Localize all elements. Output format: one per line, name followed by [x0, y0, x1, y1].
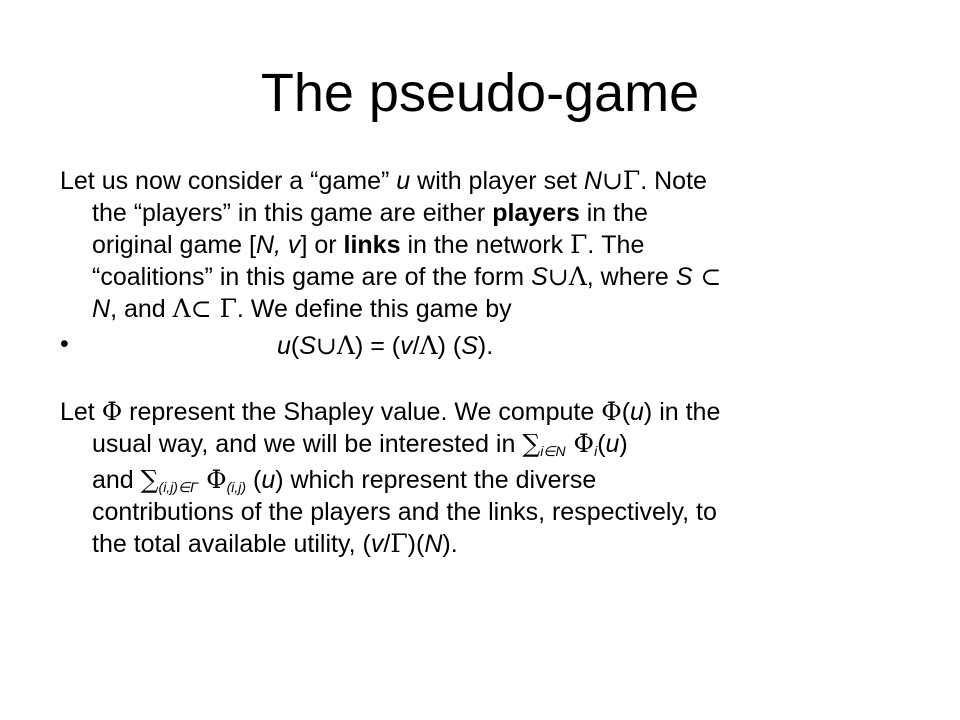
- text-run: . We define this game by: [236, 295, 512, 323]
- text-run: “coalitions” in this game are of the form: [92, 263, 532, 291]
- text-line: [60, 229, 920, 261]
- paragraph-shapley: [60, 396, 920, 460]
- text-run: N, v: [255, 231, 301, 259]
- text-run: u: [396, 167, 411, 195]
- text-run: ) in the: [643, 398, 721, 426]
- paragraph-contributions: [60, 464, 920, 560]
- text-run: in the network: [400, 231, 571, 259]
- math-symbol: ∪Λ: [315, 331, 355, 360]
- text-run: (: [290, 332, 300, 360]
- subscript: i: [594, 443, 598, 459]
- math-symbol: Λ: [419, 331, 438, 360]
- text-run: /: [383, 530, 391, 558]
- paragraph-spacer: [60, 362, 920, 394]
- text-run: Let us now consider a “game”: [60, 167, 397, 195]
- text-line: [60, 261, 920, 293]
- math-symbol: Φ: [565, 429, 595, 458]
- math-symbol: Λ⊂ Γ: [172, 294, 237, 323]
- text-run: ) (: [437, 332, 462, 360]
- text-run: in the: [579, 199, 648, 227]
- text-line: contributions of the players and the links, respectively, to: [92, 498, 717, 526]
- text-run: u: [277, 332, 291, 360]
- slide-body: [60, 165, 920, 560]
- text-run: the “players” in this game are either: [92, 199, 493, 227]
- text-run: )(: [407, 530, 425, 558]
- math-symbol: Γ: [390, 529, 408, 558]
- math-symbol: ∪Λ: [547, 262, 587, 291]
- bullet-formula: [60, 330, 920, 362]
- text-run: (: [597, 430, 606, 458]
- text-run: the total available utility, (: [92, 530, 371, 558]
- text-run: N: [92, 295, 111, 323]
- text-run: S: [299, 332, 316, 360]
- math-symbol: Φ: [601, 397, 622, 426]
- text-line: [60, 464, 920, 496]
- math-symbol: ∪Γ: [601, 166, 641, 195]
- slide-title: The pseudo-game: [260, 63, 700, 123]
- paragraph-game-definition: [60, 165, 920, 325]
- text-run: N: [424, 530, 443, 558]
- text-line: [60, 428, 920, 460]
- math-symbol: Φ: [198, 465, 227, 494]
- math-symbol: ∑: [140, 465, 159, 494]
- subscript: (i,j)∈Γ: [158, 479, 199, 495]
- text-run: u: [261, 466, 276, 494]
- text-run: (: [246, 466, 262, 494]
- text-run: S: [461, 332, 478, 360]
- text-run: v: [400, 332, 413, 360]
- text-run: ): [619, 430, 628, 458]
- text-run: ).: [442, 530, 458, 558]
- text-run: with player set: [410, 167, 584, 195]
- text-run: , where: [586, 263, 676, 291]
- text-run: /: [412, 332, 420, 360]
- math-symbol: ⊂: [692, 262, 722, 291]
- math-symbol: ∑: [522, 429, 541, 458]
- subscript: i∈N: [540, 443, 566, 459]
- text-run: S: [531, 263, 548, 291]
- text-line: [60, 396, 920, 428]
- text-run: . Note: [640, 167, 707, 195]
- text-line: [60, 197, 920, 229]
- text-run: links: [343, 231, 401, 259]
- math-symbol: Φ: [101, 397, 123, 426]
- text-run: S: [675, 263, 693, 291]
- text-run: ).: [477, 332, 494, 360]
- text-run: and: [92, 466, 141, 494]
- text-run: u: [605, 430, 620, 458]
- text-run: , and: [110, 295, 173, 323]
- bullet-item: [60, 330, 920, 362]
- text-run: (: [621, 398, 631, 426]
- bullet-marker: •: [60, 330, 69, 358]
- text-run: ) which represent the diverse: [275, 466, 597, 494]
- text-line: [60, 528, 920, 560]
- text-run: N: [583, 167, 602, 195]
- text-run: ) = (: [354, 332, 401, 360]
- text-run: v: [370, 530, 384, 558]
- text-run: usual way, and we will be interested in: [92, 430, 523, 458]
- text-run: original game [: [92, 231, 256, 259]
- math-symbol: Γ: [570, 230, 588, 259]
- text-line: [60, 293, 920, 325]
- text-run: ] or: [300, 231, 344, 259]
- text-run: . The: [587, 231, 645, 259]
- text-run: players: [492, 199, 580, 227]
- subscript: (i,j): [226, 479, 247, 495]
- text-run: Let: [60, 398, 102, 426]
- text-line: [60, 165, 920, 197]
- text-run: u: [630, 398, 644, 426]
- text-run: represent the Shapley value. We compute: [122, 398, 602, 426]
